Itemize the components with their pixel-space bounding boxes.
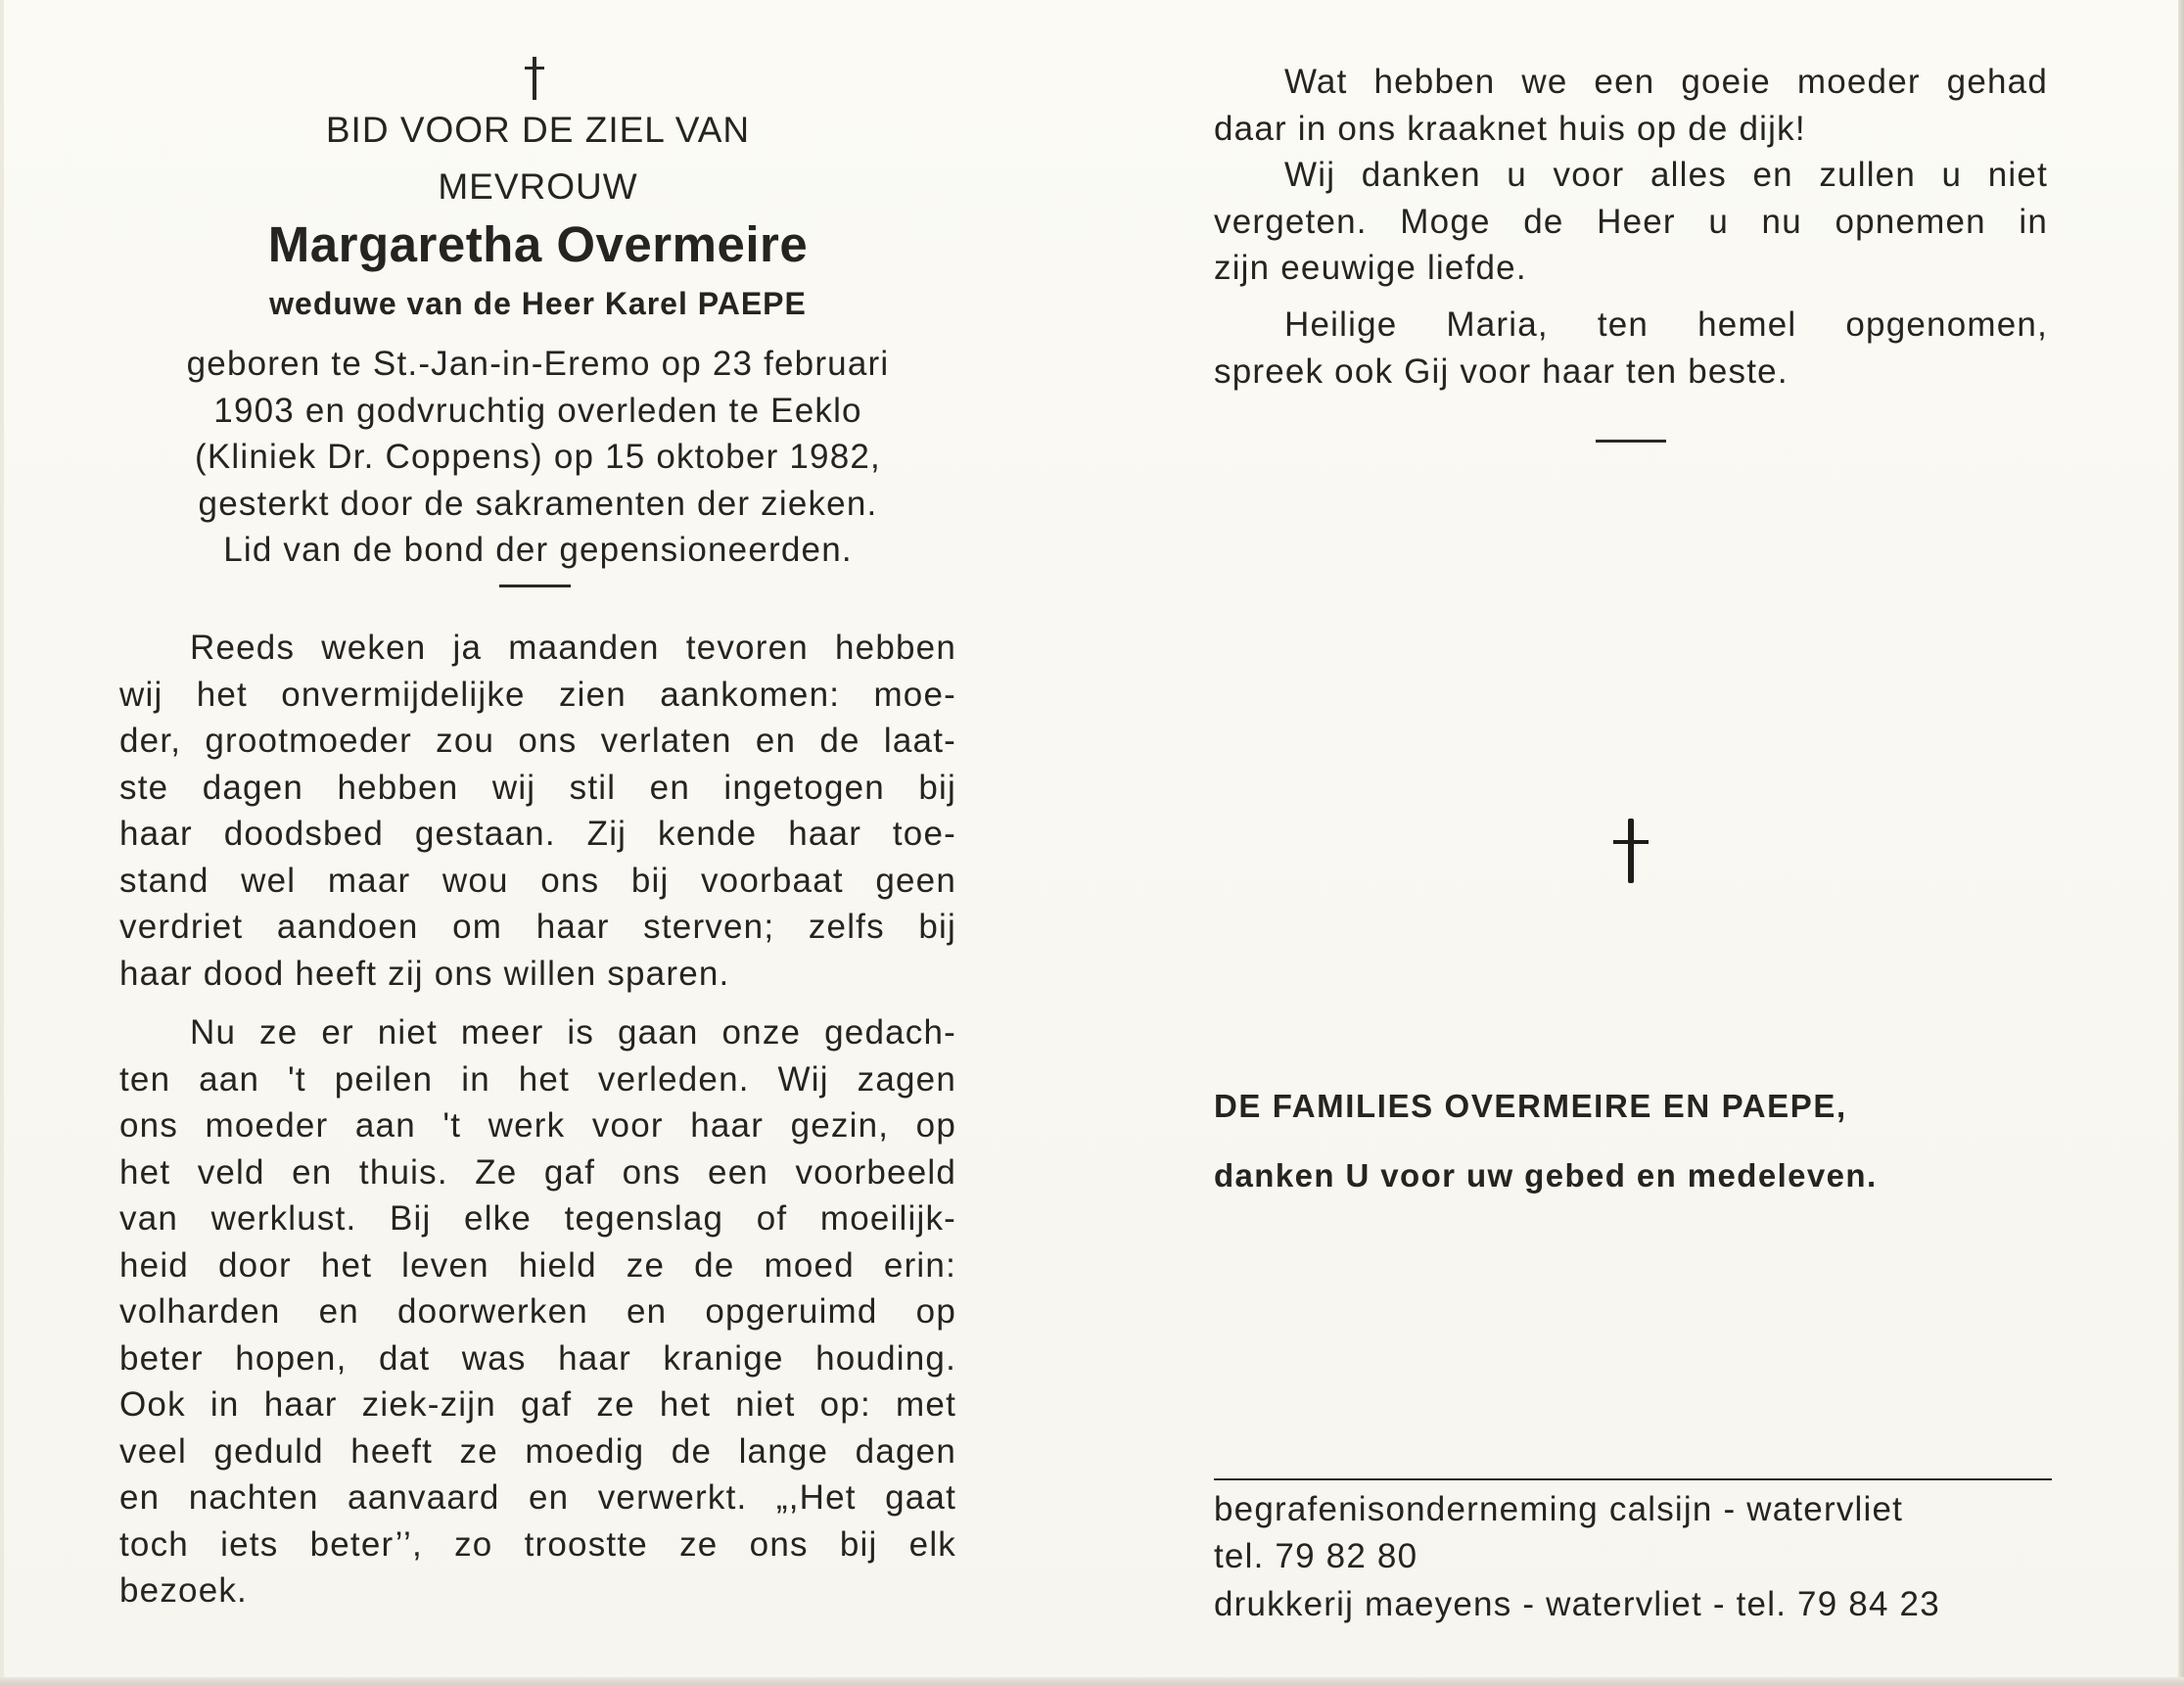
paragraph-line: veel geduld heeft ze moedig de lange dagen (119, 1431, 956, 1471)
card-left-edge (0, 0, 4, 1685)
paragraph-line: der, grootmoeder zou ons verlaten en de laat- (119, 722, 956, 760)
bid-line: BID VOOR DE ZIEL VAN (325, 110, 751, 150)
undertaker-phone: tel. 79 82 80 (1214, 1537, 1418, 1575)
paragraph-line: Nu ze er niet meer is gaan onze gedach- (190, 1013, 956, 1052)
paragraph-line: Wat hebben we een goeie moeder gehad (1284, 63, 2048, 101)
paragraph-line: toch iets beter’’, zo troostte ze ons bij elk (119, 1524, 956, 1564)
paragraph-line: Reeds weken ja maanden tevoren hebben (190, 629, 956, 667)
paragraph-line: zijn eeuwige liefde. (1214, 249, 1527, 287)
paragraph-line: wij het onvermijdelijke zien aankomen: moe- (119, 675, 956, 714)
paragraph-line: het veld en thuis. Ze gaf ons een voorbeeld (119, 1152, 956, 1192)
paragraph-line: beter hopen, dat was haar kranige houding. (119, 1338, 956, 1378)
paragraph-line: heid door het leven hield ze de moed erin: (119, 1245, 956, 1285)
families-line: DE FAMILIES OVERMEIRE EN PAEPE, (1214, 1088, 1847, 1124)
card-bottom-edge (0, 1677, 2184, 1685)
biography (119, 341, 956, 574)
footer-rule (1214, 1478, 2052, 1480)
right-paragraph-1 (1214, 59, 2048, 152)
paragraph-1 (119, 625, 956, 997)
divider-dash (1596, 440, 1666, 443)
biography-line: Lid van de bond der gepensioneerden. (223, 531, 853, 569)
paragraph-line: haar dood heeft zij ons willen sparen. (119, 954, 730, 993)
paragraph-line: vergeten. Moge de Heer u nu opnemen in (1214, 202, 2048, 241)
paragraph-line: spreek ook Gij voor haar ten beste. (1214, 351, 1789, 391)
paragraph-line: en nachten aanvaard en verwerkt. „,Het gaat (119, 1478, 956, 1517)
paragraph-line: haar doodsbed gestaan. Zij kende haar toe- (119, 815, 956, 853)
undertaker-line: begrafenisonderneming calsijn - watervliet (1214, 1490, 1904, 1528)
printer-line: drukkerij maeyens - watervliet - tel. 79 84 23 (1214, 1585, 1940, 1623)
paragraph-line: Heilige Maria, ten hemel opgenomen, (1284, 305, 2048, 344)
paragraph-line: ten aan 't peilen in het verleden. Wij zagen (119, 1059, 956, 1099)
paragraph-2 (119, 1009, 956, 1615)
right-paragraph-2 (1214, 152, 2048, 292)
paragraph-line: verdriet aandoen om haar sterven; zelfs bij (119, 908, 956, 946)
paragraph-line: daar in ons kraaknet huis op de dijk! (1214, 109, 1806, 148)
card-right-edge (2178, 0, 2184, 1685)
deceased-name: Margaretha Overmeire (267, 216, 809, 272)
biography-line: 1903 en godvruchtig overleden te Eeklo (213, 391, 862, 430)
paragraph-line: stand wel maar wou ons bij voorbaat geen (119, 861, 956, 900)
paragraph-line: volharden en doorwerken en opgeruimd op (119, 1292, 956, 1331)
paragraph-line: ste dagen hebben wij stil en ingetogen bij (119, 768, 956, 807)
paragraph-line: ons moeder aan 't werk voor haar gezin, op (119, 1106, 956, 1145)
paragraph-line: Ook in haar ziek-zijn gaf ze het niet op: met (119, 1385, 956, 1424)
large-cross-icon (1613, 819, 1649, 883)
small-cross-icon (525, 57, 544, 100)
biography-line: gesterkt door de sakramenten der zieken. (198, 484, 878, 523)
paragraph-line: van werklust. Bij elke tegenslag of moeilijk- (119, 1199, 956, 1238)
biography-line: (Kliniek Dr. Coppens) op 15 oktober 1982, (195, 438, 881, 476)
divider-dash (499, 585, 571, 587)
widow-line: weduwe van de Heer Karel PAEPE (269, 286, 807, 321)
paragraph-line: bezoek. (119, 1571, 248, 1610)
thanks-line: danken U voor uw gebed en medeleven. (1214, 1157, 1878, 1194)
right-paragraph-3 (1214, 302, 2048, 395)
biography-line: geboren te St.-Jan-in-Eremo op 23 februari (186, 345, 890, 383)
title-line: MEVROUW (438, 166, 638, 207)
paragraph-line: Wij danken u voor alles en zullen u niet (1284, 156, 2048, 194)
